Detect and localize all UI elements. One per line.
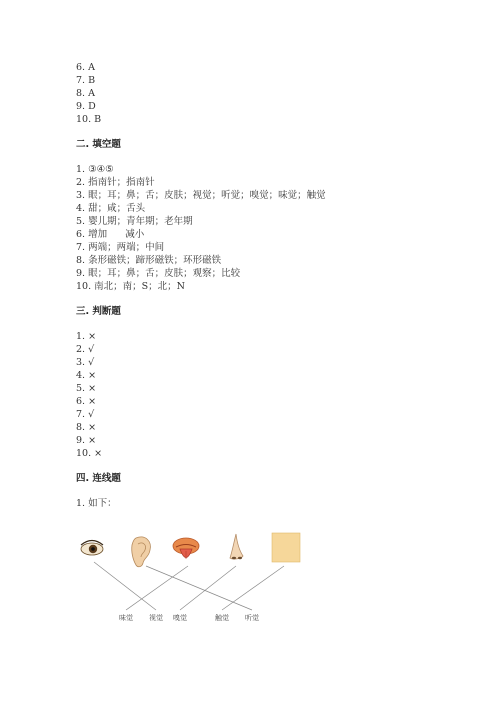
section-heading-fill-blank: 二. 填空题 — [76, 139, 121, 150]
eye-icon — [81, 541, 103, 556]
fill-answer-4: 4. 甜；咸；舌头 — [76, 203, 146, 214]
judge-answer-1: 1. × — [76, 331, 97, 342]
fill-answer-3: 3. 眼；耳；鼻；舌；皮肤；视觉；听觉；嗅觉；味觉；触觉 — [76, 190, 326, 201]
nose-icon — [230, 534, 243, 559]
ear-icon — [132, 537, 151, 567]
label-touch: 触觉 — [215, 614, 229, 622]
judge-answer-2: 2. √ — [76, 344, 95, 355]
judge-answer-3: 3. √ — [76, 357, 95, 368]
fill-answer-2: 2. 指南针；指南针 — [76, 177, 155, 188]
fill-answer-7: 7. 两端；两端；中间 — [76, 242, 165, 253]
choice-answer-7: 7. B — [76, 75, 96, 86]
judge-answer-6: 6. × — [76, 396, 97, 407]
matching-answer-1: 1. 如下： — [76, 498, 117, 509]
judge-answer-10: 10. × — [76, 448, 103, 459]
judge-answer-9: 9. × — [76, 435, 97, 446]
fill-answer-8: 8. 条形磁铁；蹄形磁铁；环形磁铁 — [76, 255, 222, 266]
skin-icon — [272, 533, 300, 562]
fill-answer-9: 9. 眼；耳；鼻；舌；皮肤；观察；比较 — [76, 268, 241, 279]
fill-answer-10: 10. 南北；南；S；北；N — [76, 281, 185, 292]
fill-answer-5: 5. 婴儿期；青年期；老年期 — [76, 216, 193, 227]
label-taste: 味觉 — [119, 614, 133, 622]
choice-answer-9: 9. D — [76, 101, 96, 112]
choice-answer-8: 8. A — [76, 88, 95, 99]
matching-figure — [76, 530, 306, 630]
judge-answer-4: 4. × — [76, 370, 97, 381]
label-hearing: 听觉 — [245, 614, 259, 622]
judge-answer-8: 8. × — [76, 422, 97, 433]
choice-answer-10: 10. B — [76, 114, 102, 125]
match-line-ear — [146, 566, 252, 610]
match-line-skin — [222, 566, 284, 610]
choice-answer-6: 6. A — [76, 62, 95, 73]
match-line-nose — [180, 566, 236, 610]
label-smell: 嗅觉 — [173, 614, 187, 622]
tongue-icon — [173, 538, 199, 559]
match-line-eye — [94, 562, 156, 610]
fill-answer-1: 1. ③④⑤ — [76, 164, 114, 175]
judge-answer-7: 7. √ — [76, 409, 95, 420]
match-line-tongue — [126, 566, 188, 610]
section-heading-matching: 四. 连线题 — [76, 473, 121, 484]
label-sight: 视觉 — [149, 614, 163, 622]
fill-answer-6: 6. 增加 减小 — [76, 229, 145, 240]
section-heading-true-false: 三. 判断题 — [76, 306, 121, 317]
judge-answer-5: 5. × — [76, 383, 97, 394]
